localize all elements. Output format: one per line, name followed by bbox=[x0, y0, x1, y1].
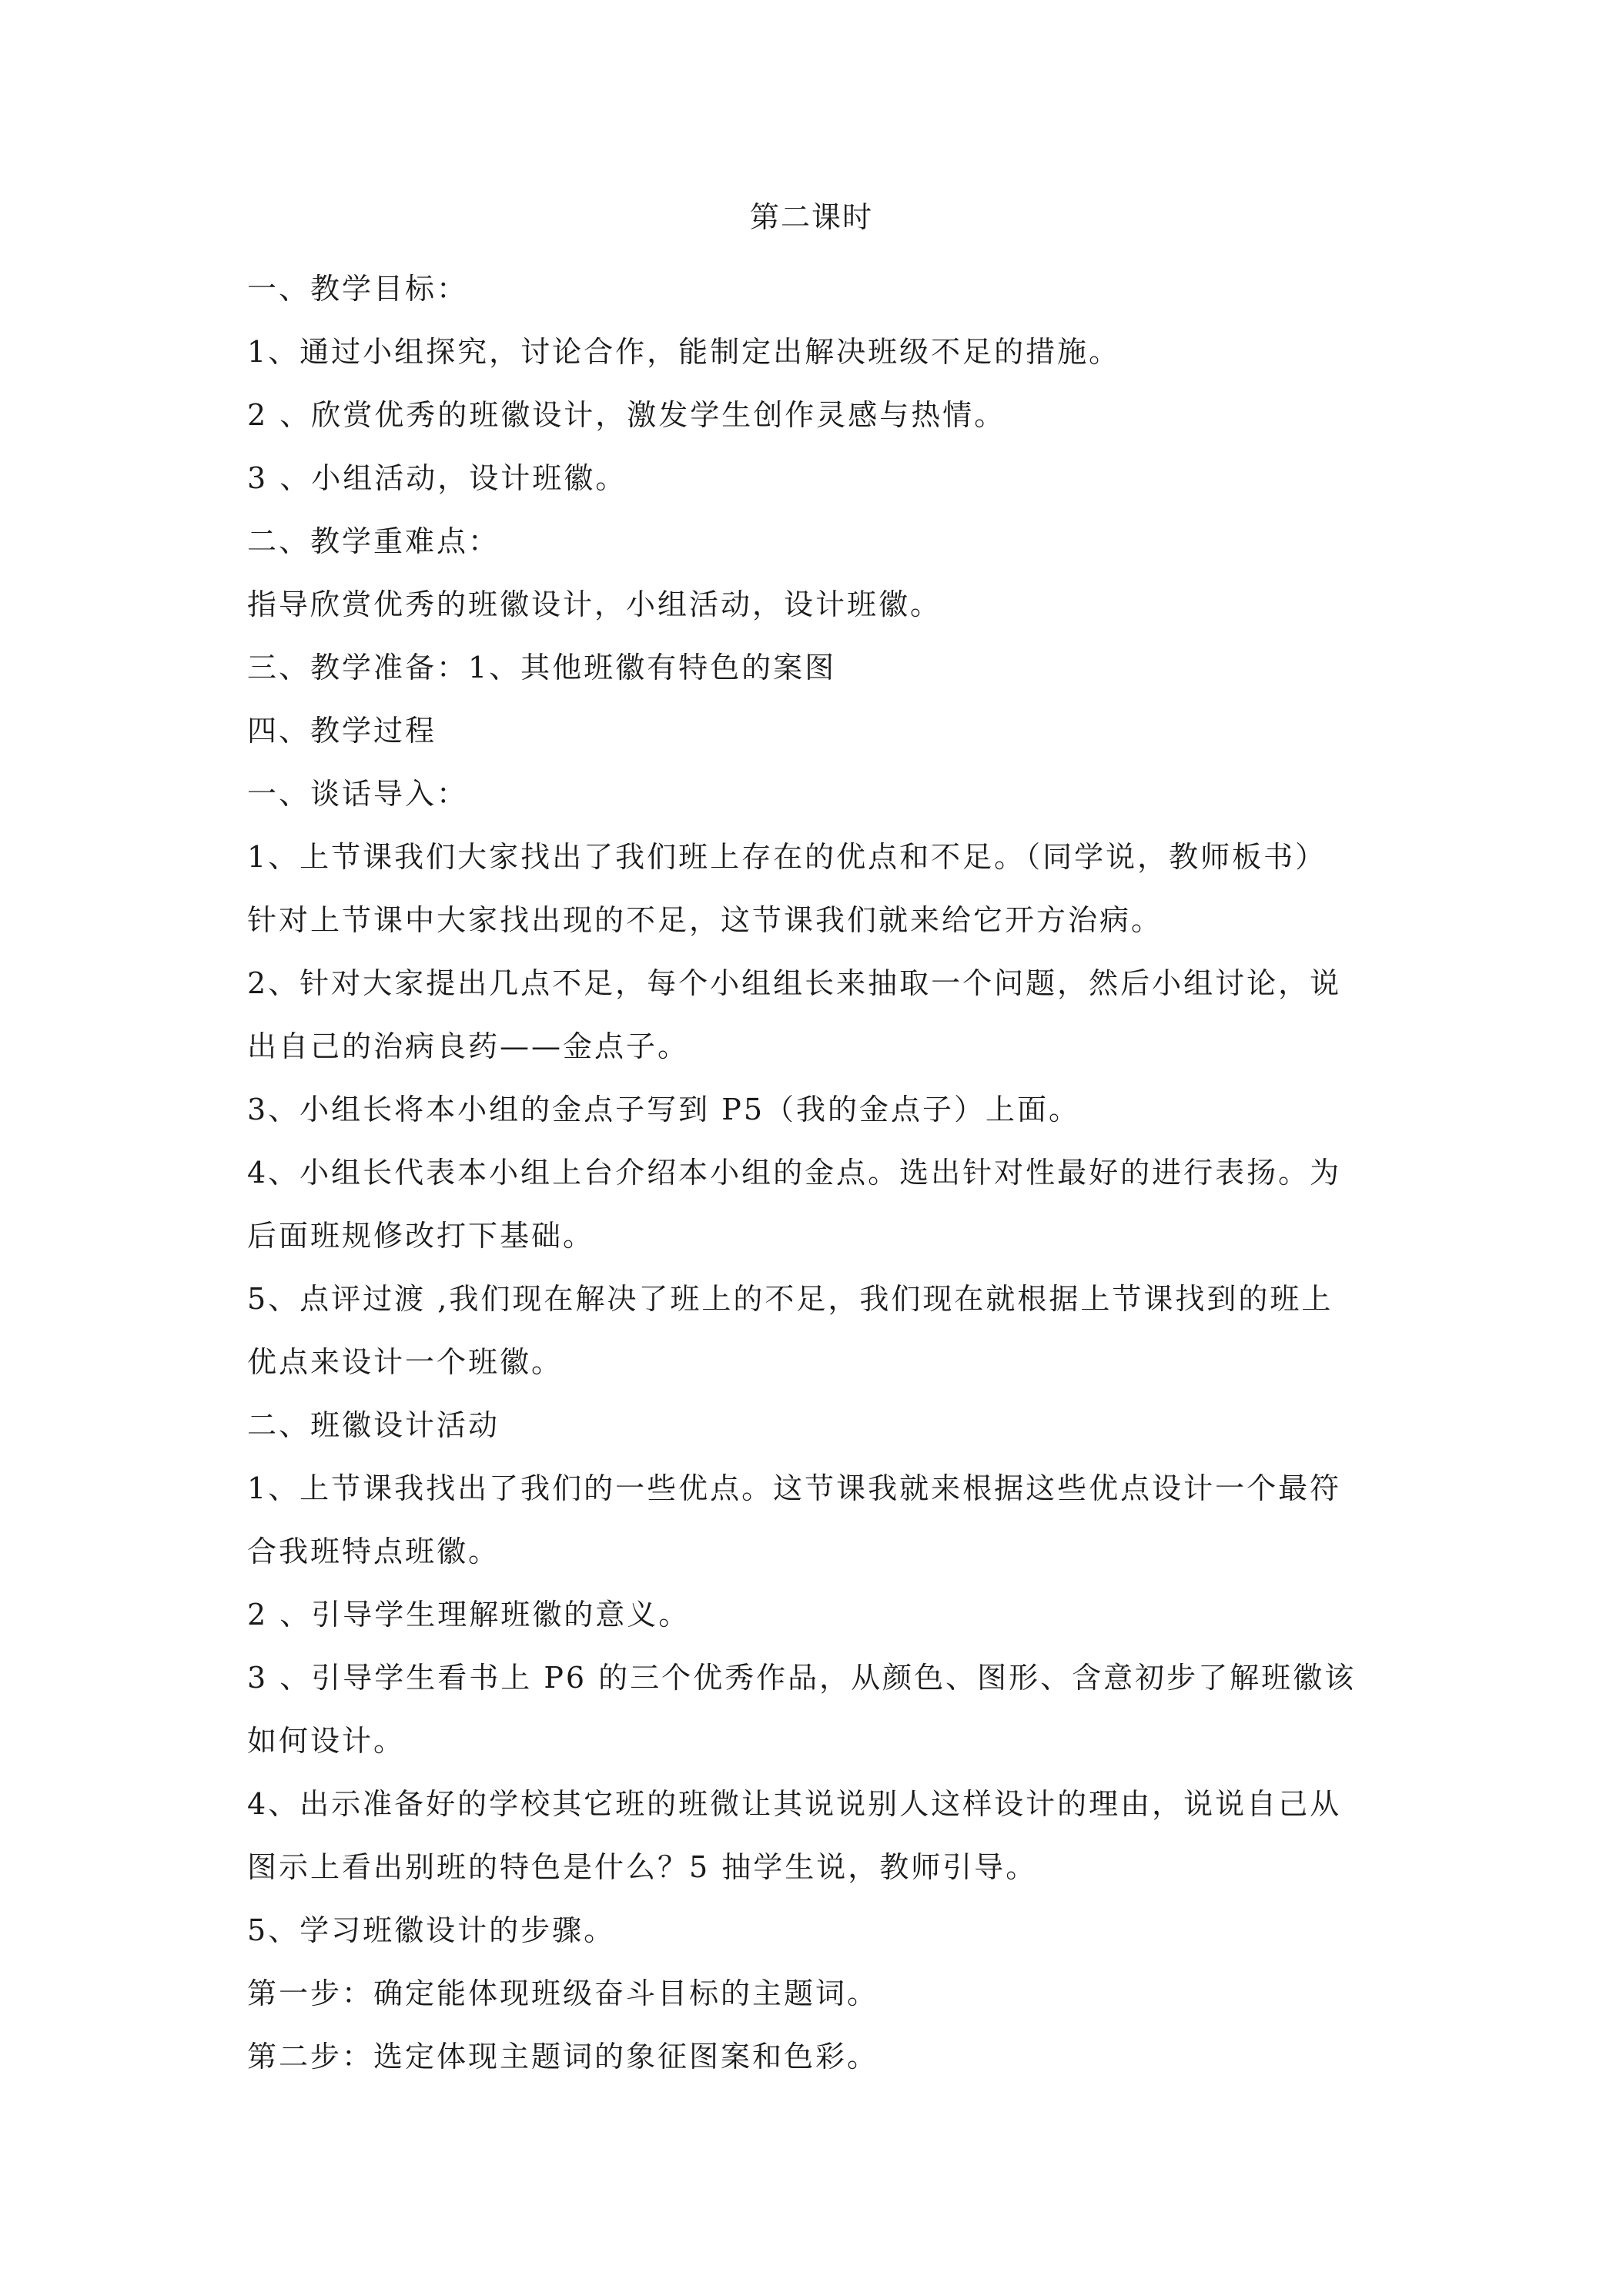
text-line: 二、班徽设计活动 bbox=[247, 1408, 500, 1442]
text-line: 图示上看出别班的特色是什么？5 抽学生说，教师引导。 bbox=[247, 1850, 1038, 1884]
text-line: 4、小组长代表本小组上台介绍本小组的金点。选出针对性最好的进行表扬。为 bbox=[247, 1156, 1342, 1190]
text-line: 出自己的治病良药——金点子。 bbox=[247, 1029, 690, 1063]
text-line: 合我班特点班徽。 bbox=[247, 1535, 500, 1568]
text-line: 四、教学过程 bbox=[247, 714, 437, 748]
text-line: 如何设计。 bbox=[247, 1724, 406, 1758]
document-body bbox=[247, 257, 1387, 2088]
text-line: 一、教学目标： bbox=[247, 272, 469, 306]
text-line: 2、针对大家提出几点不足，每个小组组长来抽取一个问题，然后小组讨论，说 bbox=[247, 966, 1342, 1000]
text-line: 一、谈话导入： bbox=[247, 777, 469, 811]
text-line: 第二步：选定体现主题词的象征图案和色彩。 bbox=[247, 2040, 879, 2073]
text-line: 1、上节课我找出了我们的一些优点。这节课我就来根据这些优点设计一个最符 bbox=[247, 1471, 1342, 1505]
page-title: 第二课时 bbox=[749, 200, 873, 234]
text-line: 2 、引导学生理解班徽的意义。 bbox=[247, 1598, 691, 1632]
text-line: 3、小组长将本小组的金点子写到 P5（我的金点子）上面。 bbox=[247, 1093, 1081, 1126]
text-line: 5、点评过渡 ,我们现在解决了班上的不足，我们现在就根据上节课找到的班上 bbox=[247, 1282, 1334, 1316]
text-line: 1、上节课我们大家找出了我们班上存在的优点和不足。（同学说，教师板书） bbox=[247, 840, 1327, 874]
text-line: 5、学习班徽设计的步骤。 bbox=[247, 1913, 616, 1947]
text-line: 优点来设计一个班徽。 bbox=[247, 1345, 564, 1379]
text-line: 1、通过小组探究，讨论合作，能制定出解决班级不足的措施。 bbox=[247, 335, 1121, 369]
text-line: 三、教学准备：1、其他班徽有特色的案图 bbox=[247, 651, 837, 684]
text-line: 2 、欣赏优秀的班徽设计，激发学生创作灵感与热情。 bbox=[247, 398, 1006, 432]
text-line: 第一步：确定能体现班级奋斗目标的主题词。 bbox=[247, 1976, 879, 2010]
text-line: 针对上节课中大家找出现的不足，这节课我们就来给它开方治病。 bbox=[247, 903, 1163, 937]
text-line: 后面班规修改打下基础。 bbox=[247, 1219, 595, 1253]
text-line: 3 、引导学生看书上 P6 的三个优秀作品，从颜色、图形、含意初步了解班徽该 bbox=[247, 1661, 1357, 1695]
text-line: 3 、小组活动，设计班徽。 bbox=[247, 461, 627, 495]
text-line: 指导欣赏优秀的班徽设计，小组活动，设计班徽。 bbox=[247, 587, 942, 621]
text-line: 二、教学重难点： bbox=[247, 524, 500, 558]
text-line: 4、出示准备好的学校其它班的班微让其说说别人这样设计的理由，说说自己从 bbox=[247, 1787, 1342, 1821]
